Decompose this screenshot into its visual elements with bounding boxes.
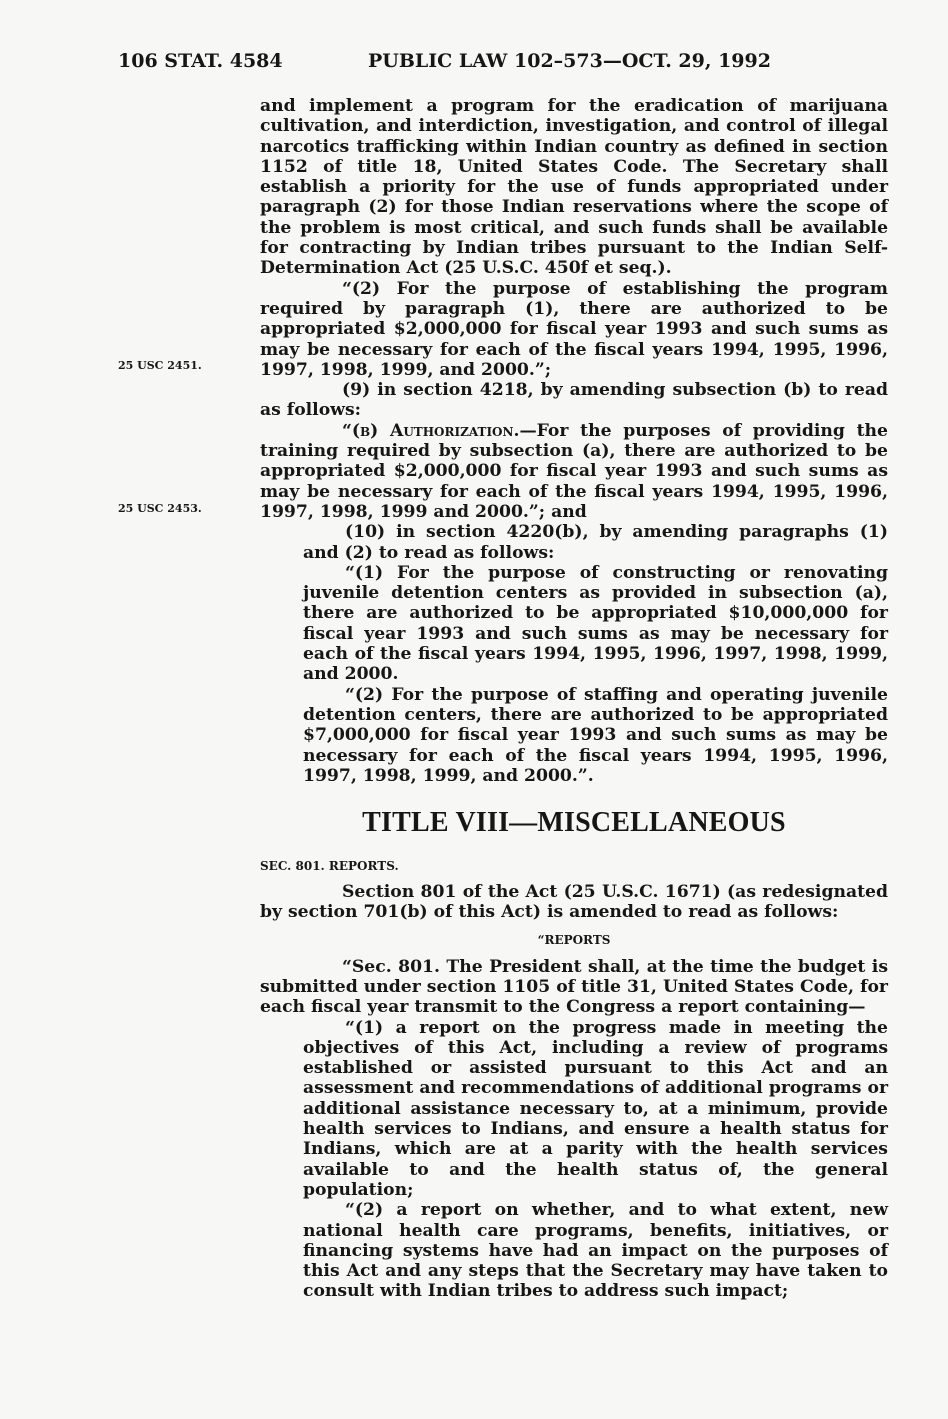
section-801-text: “Sec. 801. The President shall, at the time the budget is submitted under section 1105 of title 31, United States Code, for each fiscal year transmit to the Congress a report containing— <box>260 956 888 1018</box>
paragraph-b-authorization <box>260 421 888 522</box>
header-stat: 106 STAT. 4584 <box>118 50 283 72</box>
paragraph-10-section-4220: (10) in section 4220(b), by amending paragraphs (1) and (2) to read as follows: <box>303 522 888 563</box>
paragraph-2-authorization: “(2) For the purpose of establishing the program required by paragraph (1), there are authorized to be appropriated $2,000,000 for fiscal year 1993 and such sums as may be necessary for each of the fiscal years 1994, 1995, 1996, 1997, 1998, 1999, and 2000.”; <box>260 278 888 380</box>
authorization-heading: “(b) Authorization. <box>342 420 520 441</box>
section-intro: Section 801 of the Act (25 U.S.C. 1671) (as redesignated by section 701(b) of this Act) is amended to read as follows: <box>260 882 888 923</box>
document-body <box>260 96 888 1302</box>
report-item-2: “(2) a report on whether, and to what extent, new national health care programs, benefits, initiatives, or financing systems have had an impact on the purposes of this Act and any steps that the Secretary may have taken to consult with Indian tribes to address such impact; <box>303 1200 888 1302</box>
paragraph-eradication-program: and implement a program for the eradication of marijuana cultivation, and interdiction, investigation, and control of illegal narcotics trafficking within Indian country as defined in section 1152 of title 18, United States Code. The Secretary shall establish a priority for the use of funds appropriated under paragraph (2) for those Indian reservations where the scope of the problem is most critical, and such funds shall be available for contracting by Indian tribes pursuant to the Indian Self-Determination Act (25 U.S.C. 450f et seq.). <box>260 96 888 279</box>
header-law: PUBLIC LAW 102–573—OCT. 29, 1992 <box>368 50 771 72</box>
margin-note-25-usc-2451: 25 USC 2451. <box>118 359 202 372</box>
title-heading: TITLE VIII—MISCELLANEOUS <box>362 807 786 839</box>
report-item-1: “(1) a report on the progress made in meeting the objectives of this Act, including a review of programs established or assisted pursuant to this Act and an assessment and recommendations of additional programs or additional assistance necessary to, at a minimum, provide health services to Indians, and ensure a health status for Indians, which are at a parity with the health services available to and the health status of, the general population; <box>303 1017 888 1200</box>
paragraph-1-detention-construction: “(1) For the purpose of constructing or renovating juvenile detention centers as provided in subsection (a), there are authorized to be appropriated $10,000,000 for fiscal year 1993 and such sums as may be necessary for each of the fiscal years 1994, 1995, 1996, 1997, 1998, 1999, and 2000. <box>303 562 888 685</box>
margin-note-25-usc-2453: 25 USC 2453. <box>118 502 202 515</box>
section-heading: SEC. 801. REPORTS. <box>260 859 399 874</box>
paragraph-2-detention-staffing: “(2) For the purpose of staffing and operating juvenile detention centers, there are authorized to be appropriated $7,000,000 for fiscal year 1993 and such sums as may be necessary for each of the fiscal years 1994, 1995, 1996, 1997, 1998, 1999, and 2000.”. <box>303 684 888 786</box>
paragraph-9-section-4218: (9) in section 4218, by amending subsection (b) to read as follows: <box>260 380 888 421</box>
reports-heading: “REPORTS <box>537 932 611 947</box>
authorization-text: —For the purposes of providing the training required by subsection (a), there are authorized to be appropriated $2,000,000 for fiscal year 1993 and such sums as may be necessary for each of the fiscal years 1994, 1995, 1996, 1997, 1998, 1999 and 2000.”; and <box>260 420 888 522</box>
